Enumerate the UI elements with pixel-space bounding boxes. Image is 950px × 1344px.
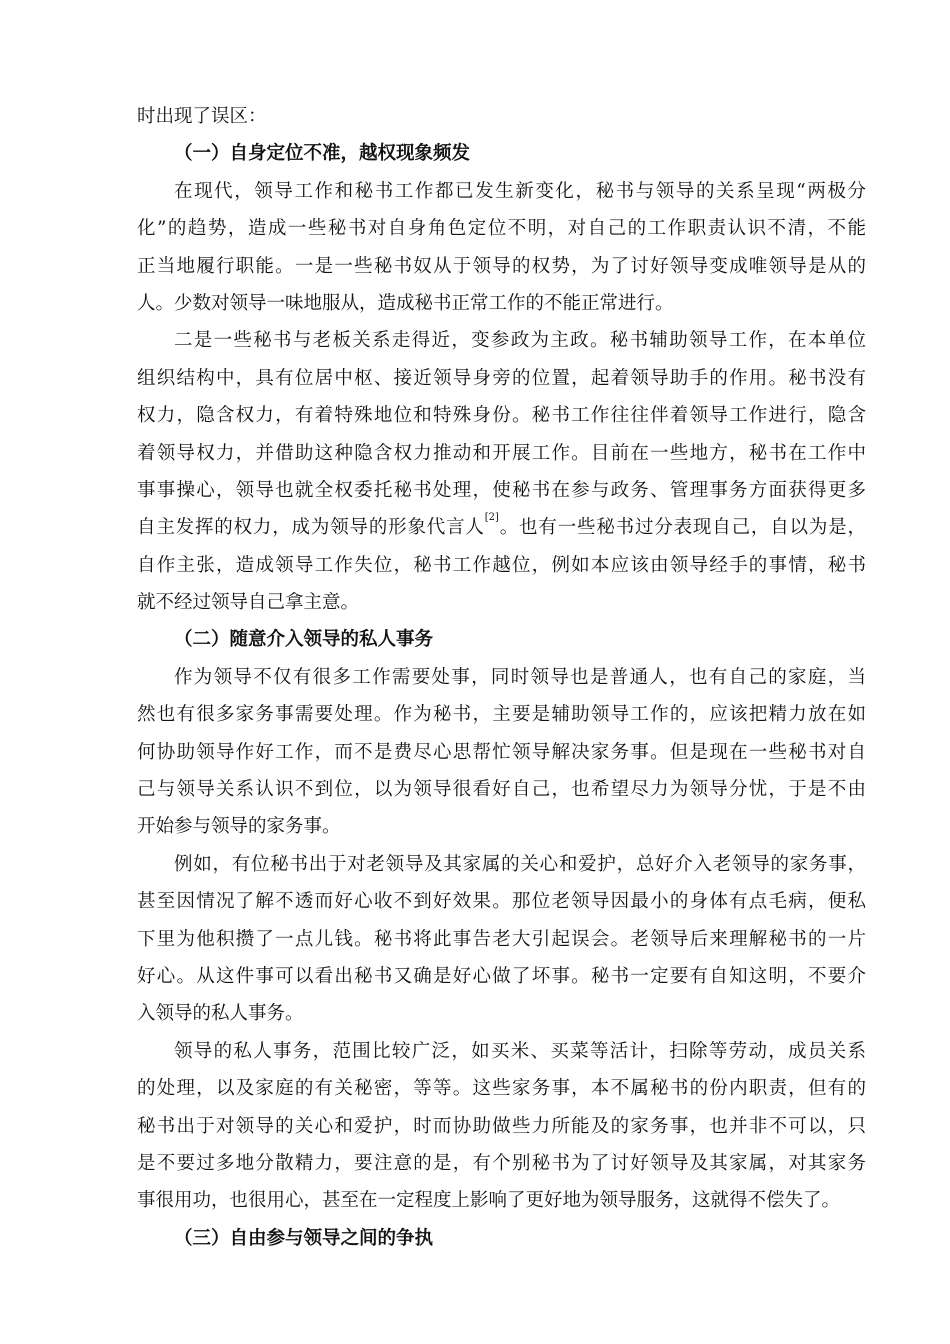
text-segment: 自主发挥的权力，成为领导的形象代言人 <box>137 517 485 539</box>
paragraph <box>137 322 866 621</box>
text-line: 甚至因情况了解不透而好心收不到好效果。那位老领导因最小的身体有点毛病，便私 <box>137 891 866 913</box>
paragraph <box>137 846 866 1033</box>
text-line: 自作主张，造成领导工作失位，秘书工作越位，例如本应该由领导经手的事情，秘书 <box>137 554 866 576</box>
section-heading-1: （一）自身定位不准，越权现象频发 <box>174 143 471 165</box>
paragraph <box>137 1033 866 1220</box>
paragraph <box>137 173 866 323</box>
text-line: 好心。从这件事可以看出秘书又确是好心做了坏事。秘书一定要有自知这明，不要介 <box>137 965 866 987</box>
text-line: 己与领导关系认识不到位，以为领导很看好自己，也希望尽力为领导分忧，于是不由 <box>137 779 866 801</box>
text-line: 秘书出于对领导的关心和爱护，时而协助做些力所能及的家务事，也并非不可以，只 <box>137 1115 866 1137</box>
paragraph <box>137 659 866 846</box>
text-line: 权力，隐含权力，有着特殊地位和特殊身份。秘书工作往往伴着领导工作进行，隐含 <box>137 405 866 427</box>
text-line-with-citation <box>137 509 866 546</box>
text-line: 事很用功，也很用心，甚至在一定程度上影响了更好地为领导服务，这就得不偿失了。 <box>137 1190 841 1212</box>
citation-reference: [2] <box>484 512 499 524</box>
text-line: 是不要过多地分散精力，要注意的是，有个别秘书为了讨好领导及其家属，对其家务 <box>137 1152 866 1174</box>
section-heading-2: （二）随意介入领导的私人事务 <box>174 629 434 651</box>
section-heading-3: （三）自由参与领导之间的争执 <box>174 1227 434 1249</box>
text-line: 在现代，领导工作和秘书工作都已发生新变化，秘书与领导的关系呈现“两极分 <box>174 180 866 202</box>
text-line: 组织结构中，具有位居中枢、接近领导身旁的位置，起着领导助手的作用。秘书没有 <box>137 367 866 389</box>
text-line: 就不经过领导自己拿主意。 <box>137 592 360 614</box>
text-line: 化”的趋势，造成一些秘书对自身角色定位不明，对自己的工作职责认识不清，不能 <box>137 218 866 240</box>
text-line: 事事操心，领导也就全权委托秘书处理，使秘书在参与政务、管理事务方面获得更多 <box>137 479 866 501</box>
text-line: 下里为他积攒了一点儿钱。秘书将此事告老大引起误会。老领导后来理解秘书的一片 <box>137 928 866 950</box>
text-line: 作为领导不仅有很多工作需要处事，同时领导也是普通人，也有自己的家庭，当 <box>174 666 866 688</box>
text-segment: 。也有一些秘书过分表现自己，自以为是， <box>498 517 866 539</box>
intro-line: 时出现了误区： <box>137 106 267 127</box>
text-line: 的处理，以及家庭的有关秘密，等等。这些家务事，本不属秘书的份内职责，但有的 <box>137 1078 866 1100</box>
text-line: 领导的私人事务，范围比较广泛，如买米、买菜等活计，扫除等劳动，成员关系 <box>174 1040 866 1062</box>
text-line: 然也有很多家务事需要处理。作为秘书，主要是辅助领导工作的，应该把精力放在如 <box>137 704 866 726</box>
text-line: 正当地履行职能。一是一些秘书奴从于领导的权势，为了讨好领导变成唯领导是从的 <box>137 255 866 277</box>
text-line: 人。少数对领导一味地服从，造成秘书正常工作的不能正常进行。 <box>137 292 674 314</box>
text-line: 入领导的私人事务。 <box>137 1003 304 1025</box>
text-line: 着领导权力，并借助这种隐含权力推动和开展工作。目前在一些地方，秘书在工作中 <box>137 442 866 464</box>
text-line: 何协助领导作好工作，而不是费尽心思帮忙领导解决家务事。但是现在一些秘书对自 <box>137 741 866 763</box>
text-line: 二是一些秘书与老板关系走得近，变参政为主政。秘书辅助领导工作，在本单位 <box>174 330 866 352</box>
text-line: 例如，有位秘书出于对老领导及其家属的关心和爱护，总好介入老领导的家务事， <box>174 853 866 875</box>
text-line: 开始参与领导的家务事。 <box>137 816 341 838</box>
